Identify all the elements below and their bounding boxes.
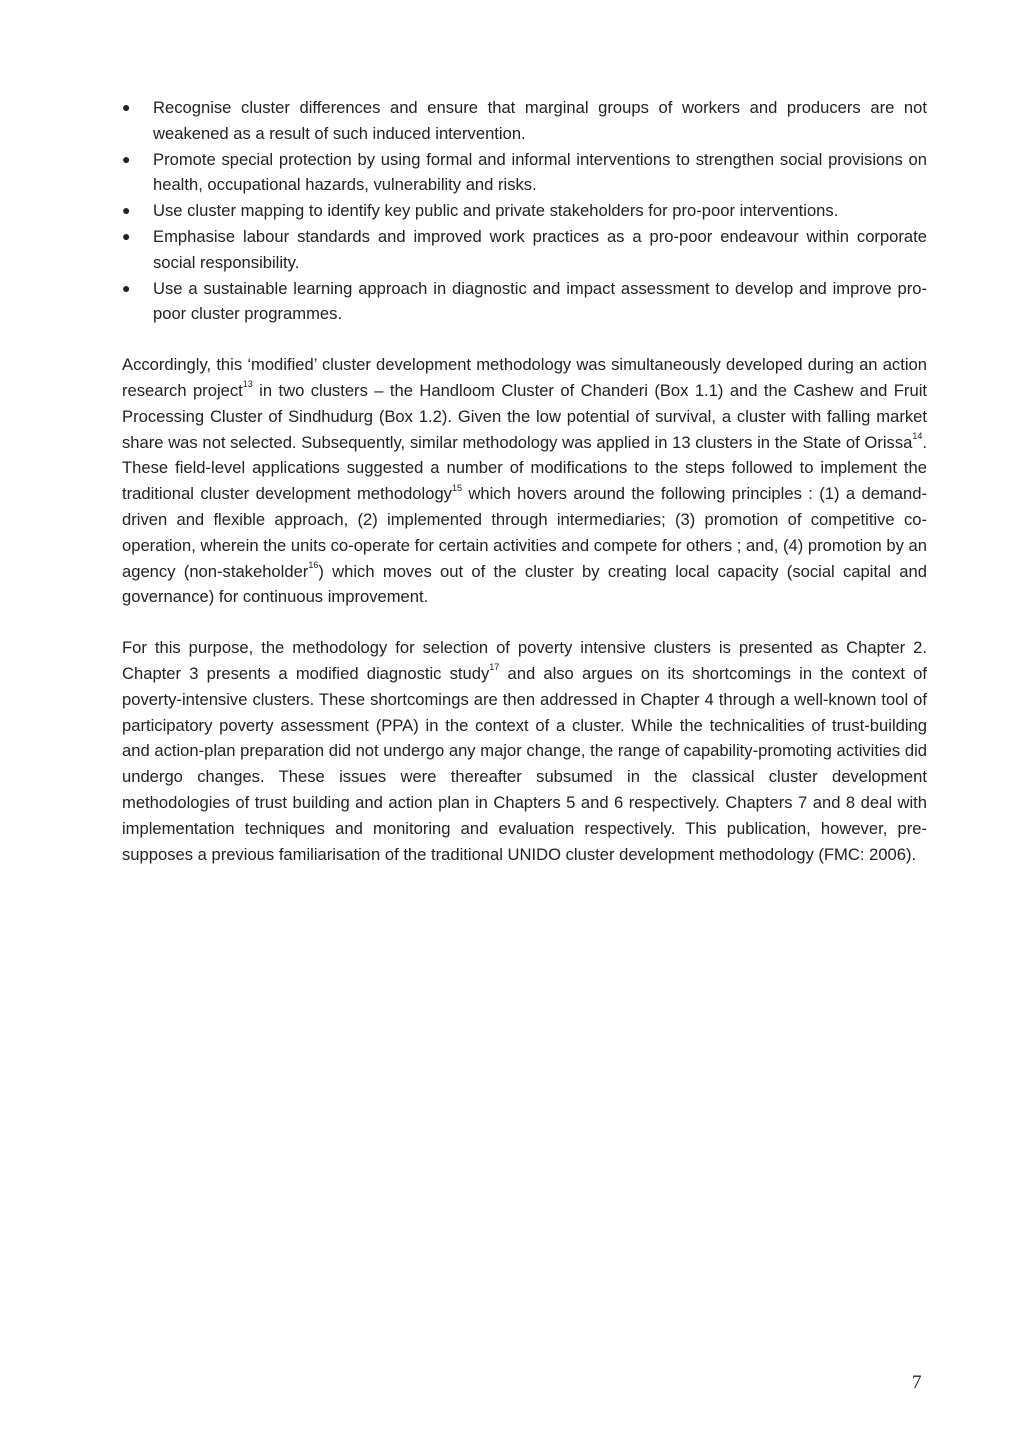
bullet-icon: ● [122,99,131,115]
bullet-icon: ● [122,227,131,244]
paragraph-text: and also argues on its shortcomings in the context of poverty-intensive clusters. These shortcomings are then addressed in Chapter 4 through a well-known tool of participatory poverty assessment (PPA) in the context of a cluster. While the technicalities of trust-building and action-plan preparation did not undergo any major change, the range of capability-promoting activities did undergo changes. These issues were thereafter subsumed in the classical cluster development methodologies of trust building and action plan in Chapters 5 and 6 respectively. Chapters 7 and 8 deal with implementation techniques and monitoring and evaluation respectively. This publication, however, pre-supposes a previous familiarisation of the traditional UNIDO cluster development methodology (FMC: 2006). [122,663,927,864]
list-item [122,95,927,147]
paragraph-text: ) which moves out of the cluster by creating local capacity (social capital and governance) for continuous improvement. [122,561,927,607]
list-item-text: Use cluster mapping to identify key public and private stakeholders for pro-poor interventions. [153,201,839,221]
list-item [122,276,927,328]
paragraph-text: Accordingly, this ‘modified’ cluster development methodology was simultaneously developed during an action research project [122,355,927,400]
page-number: 7 [912,1372,922,1393]
footnote-ref[interactable]: 15 [451,482,462,493]
list-item-text: Recognise cluster differences and ensure that marginal groups of workers and producers are not weakened as a result of such induced intervention. [153,98,927,143]
list-item [122,224,927,276]
footnote-ref[interactable]: 13 [242,379,253,390]
paragraph-text: which hovers around the following principles : (1) a demand-driven and flexible approach, (2) implemented through intermediaries; (3) promotion of competitive co-operation, wherein the units co-operate for certain activities and compete for others ; and, (4) promotion by an agency (non-stakeholder [122,484,927,581]
paragraph-text: . These field-level applications suggested a number of modifications to the steps followed to implement the traditional cluster development methodology [122,432,927,504]
footnote-ref[interactable]: 17 [489,662,500,673]
list-item [122,198,927,224]
list-item-text: Use a sustainable learning approach in diagnostic and impact assessment to develop and improve pro-poor cluster programmes. [153,278,927,324]
bullet-icon: ● [122,202,131,219]
paragraph-text: For this purpose, the methodology for selection of poverty intensive clusters is presented as Chapter 2. Chapter 3 presents a modified diagnostic study [122,638,927,683]
list-item-text: Emphasise labour standards and improved work practices as a pro-poor endeavour within corporate social responsibility. [153,226,927,272]
paragraph-text: in two clusters – the Handloom Cluster of Chanderi (Box 1.1) and the Cashew and Fruit Processing Cluster of Sindhudurg (Box 1.2). Given the low potential of survival, a cluster with falling market share was not selected. Subsequently, similar methodology was applied in 13 clusters in the State of Orissa [122,380,927,452]
recommendation-list [122,95,927,327]
paragraph-chapters [122,635,927,867]
list-item-text: Promote special protection by using formal and informal interventions to strengthen social provisions on health, occupational hazards, vulnerability and risks. [153,149,927,195]
list-item [122,147,927,199]
footnote-ref[interactable]: 14 [912,431,923,442]
bullet-icon: ● [122,150,131,167]
page-body [122,95,927,867]
bullet-icon: ● [122,279,131,296]
footnote-ref[interactable]: 16 [308,560,319,571]
paragraph-methodology [122,352,927,610]
